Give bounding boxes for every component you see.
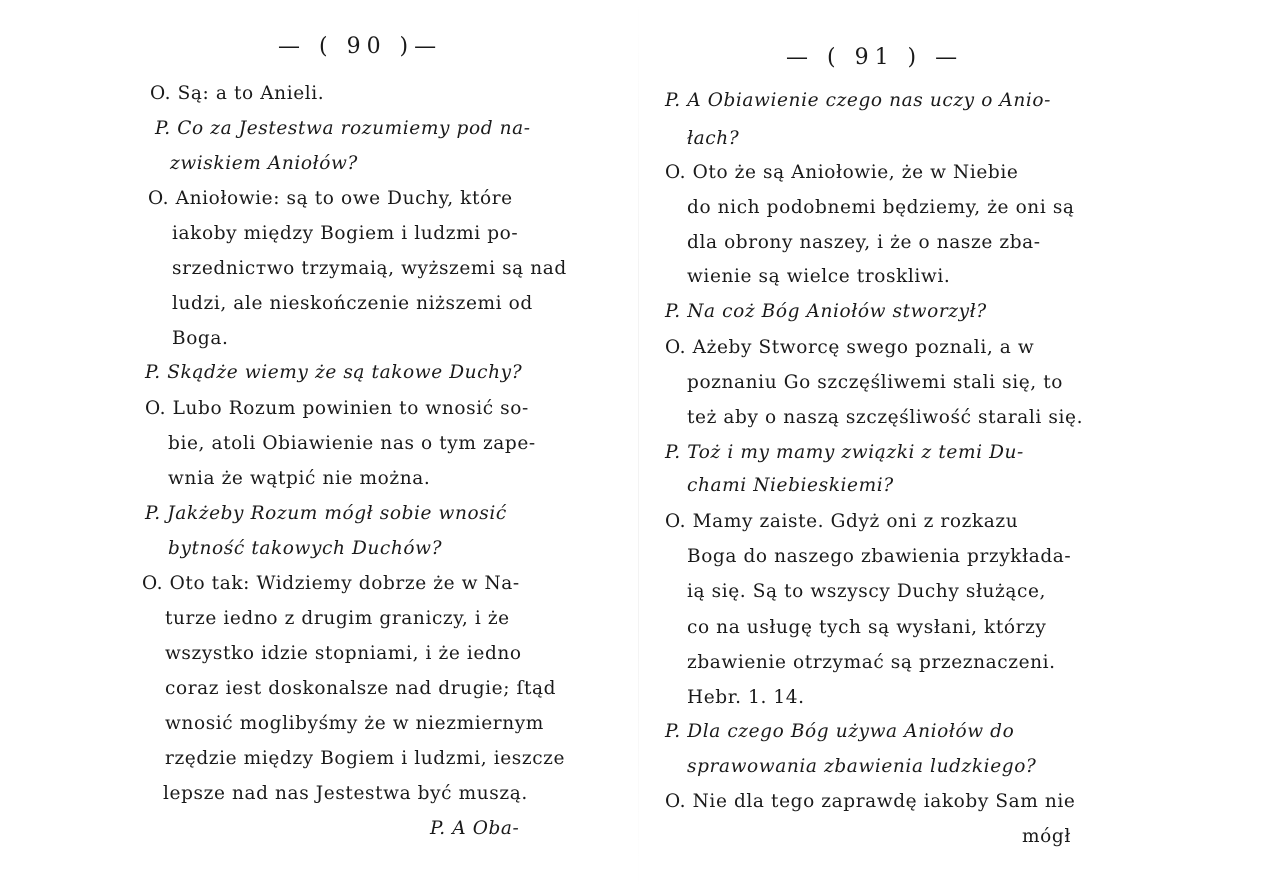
text-line: P. Na coż Bóg Aniołów stworzył? xyxy=(665,301,987,322)
page-gutter xyxy=(638,0,639,893)
text-line: zwiskiem Aniołów? xyxy=(170,153,358,174)
text-line: łach? xyxy=(687,128,740,149)
text-line: dla obrony naszey, i że o nasze zba- xyxy=(687,232,1041,253)
text-line: O. Ażeby Stworcę swego poznali, a w xyxy=(665,337,1035,358)
text-line: bie, atoli Obiawienie nas o tym zape- xyxy=(168,433,536,454)
text-line: P. Dla czego Bóg używa Aniołów do xyxy=(665,721,1015,742)
text-line: srzedniстwo trzymaią, wyższemi są nad xyxy=(172,258,567,279)
text-line: O. Aniołowie: są to owe Duchy, które xyxy=(148,188,513,209)
text-line: też aby o naszą szczęśliwość starali się. xyxy=(687,407,1084,428)
text-line: co na usługę tych są wysłani, którzy xyxy=(687,617,1047,638)
page-number: — ( 90 )— xyxy=(278,34,443,59)
text-line: poznaniu Go szczęśliwemi stali się, to xyxy=(687,372,1064,393)
text-line: P. Co za Jestestwa rozumiemy pod na- xyxy=(155,118,531,139)
text-line: P. Jakżeby Rozum mógł sobie wnosić xyxy=(145,503,507,524)
text-line: ią się. Są to wszyscy Duchy służące, xyxy=(687,581,1047,602)
text-line: P. A Obiawienie czego nas uczy o Anio- xyxy=(665,90,1052,111)
text-line: coraz iest doskonalsze nad drugie; ſtąd xyxy=(165,678,557,699)
catchword: mógł xyxy=(1022,826,1071,847)
catchword: P. A Oba- xyxy=(430,818,520,839)
text-line: bytność takowych Duchów? xyxy=(168,538,443,559)
text-line: O. Mamy zaiste. Gdyż oni z rozkazu xyxy=(665,511,1019,532)
text-line: do nich podobnemi będziemy, że oni są xyxy=(687,197,1075,218)
text-line: rzędzie między Bogiem i ludzmi, ieszcze xyxy=(165,748,566,769)
text-line: P. Skądże wiemy że są takowe Duchy? xyxy=(145,362,523,383)
text-line: O. Oto że są Aniołowie, że w Niebie xyxy=(665,162,1019,183)
text-line: wienie są wielce troskliwi. xyxy=(687,266,951,287)
text-line: ludzi, ale nieskończenie niższemi od xyxy=(172,293,533,314)
text-line: P. Toż i my mamy związki z temi Du- xyxy=(665,442,1024,463)
text-line: wszystko idzie stopniami, i że iedno xyxy=(165,643,522,664)
text-line: zbawienie otrzymać są przeznaczeni. xyxy=(687,652,1056,673)
text-line: O. Oto tak: Widziemy dobrze że w Na- xyxy=(142,573,520,594)
text-line: lepsze nad nas Jestestwa być muszą. xyxy=(163,783,528,804)
text-line: iakoby między Bogiem i ludzmi po- xyxy=(172,223,519,244)
text-line: O. Nie dla tego zaprawdę iakoby Sam nie xyxy=(665,791,1076,812)
text-line: O. Lubo Rozum powinien to wnosić so- xyxy=(145,398,529,419)
text-line: turze iedno z drugim graniczy, i że xyxy=(165,608,510,629)
text-line: Boga do naszego zbawienia przykłada- xyxy=(687,546,1072,567)
text-line: sprawowania zbawienia ludzkiego? xyxy=(687,756,1037,777)
text-line: wnosić moglibyśmy że w niezmiernym xyxy=(165,713,544,734)
text-line: wnia że wątpić nie można. xyxy=(168,468,431,489)
text-line: O. Są: a to Anieli. xyxy=(150,83,325,104)
text-line: Boga. xyxy=(172,328,229,349)
text-line: chami Niebieskiemi? xyxy=(687,475,894,496)
page-number: — ( 91 ) — xyxy=(786,45,964,70)
right-page xyxy=(640,0,1263,893)
text-line: Hebr. 1. 14. xyxy=(687,687,805,708)
